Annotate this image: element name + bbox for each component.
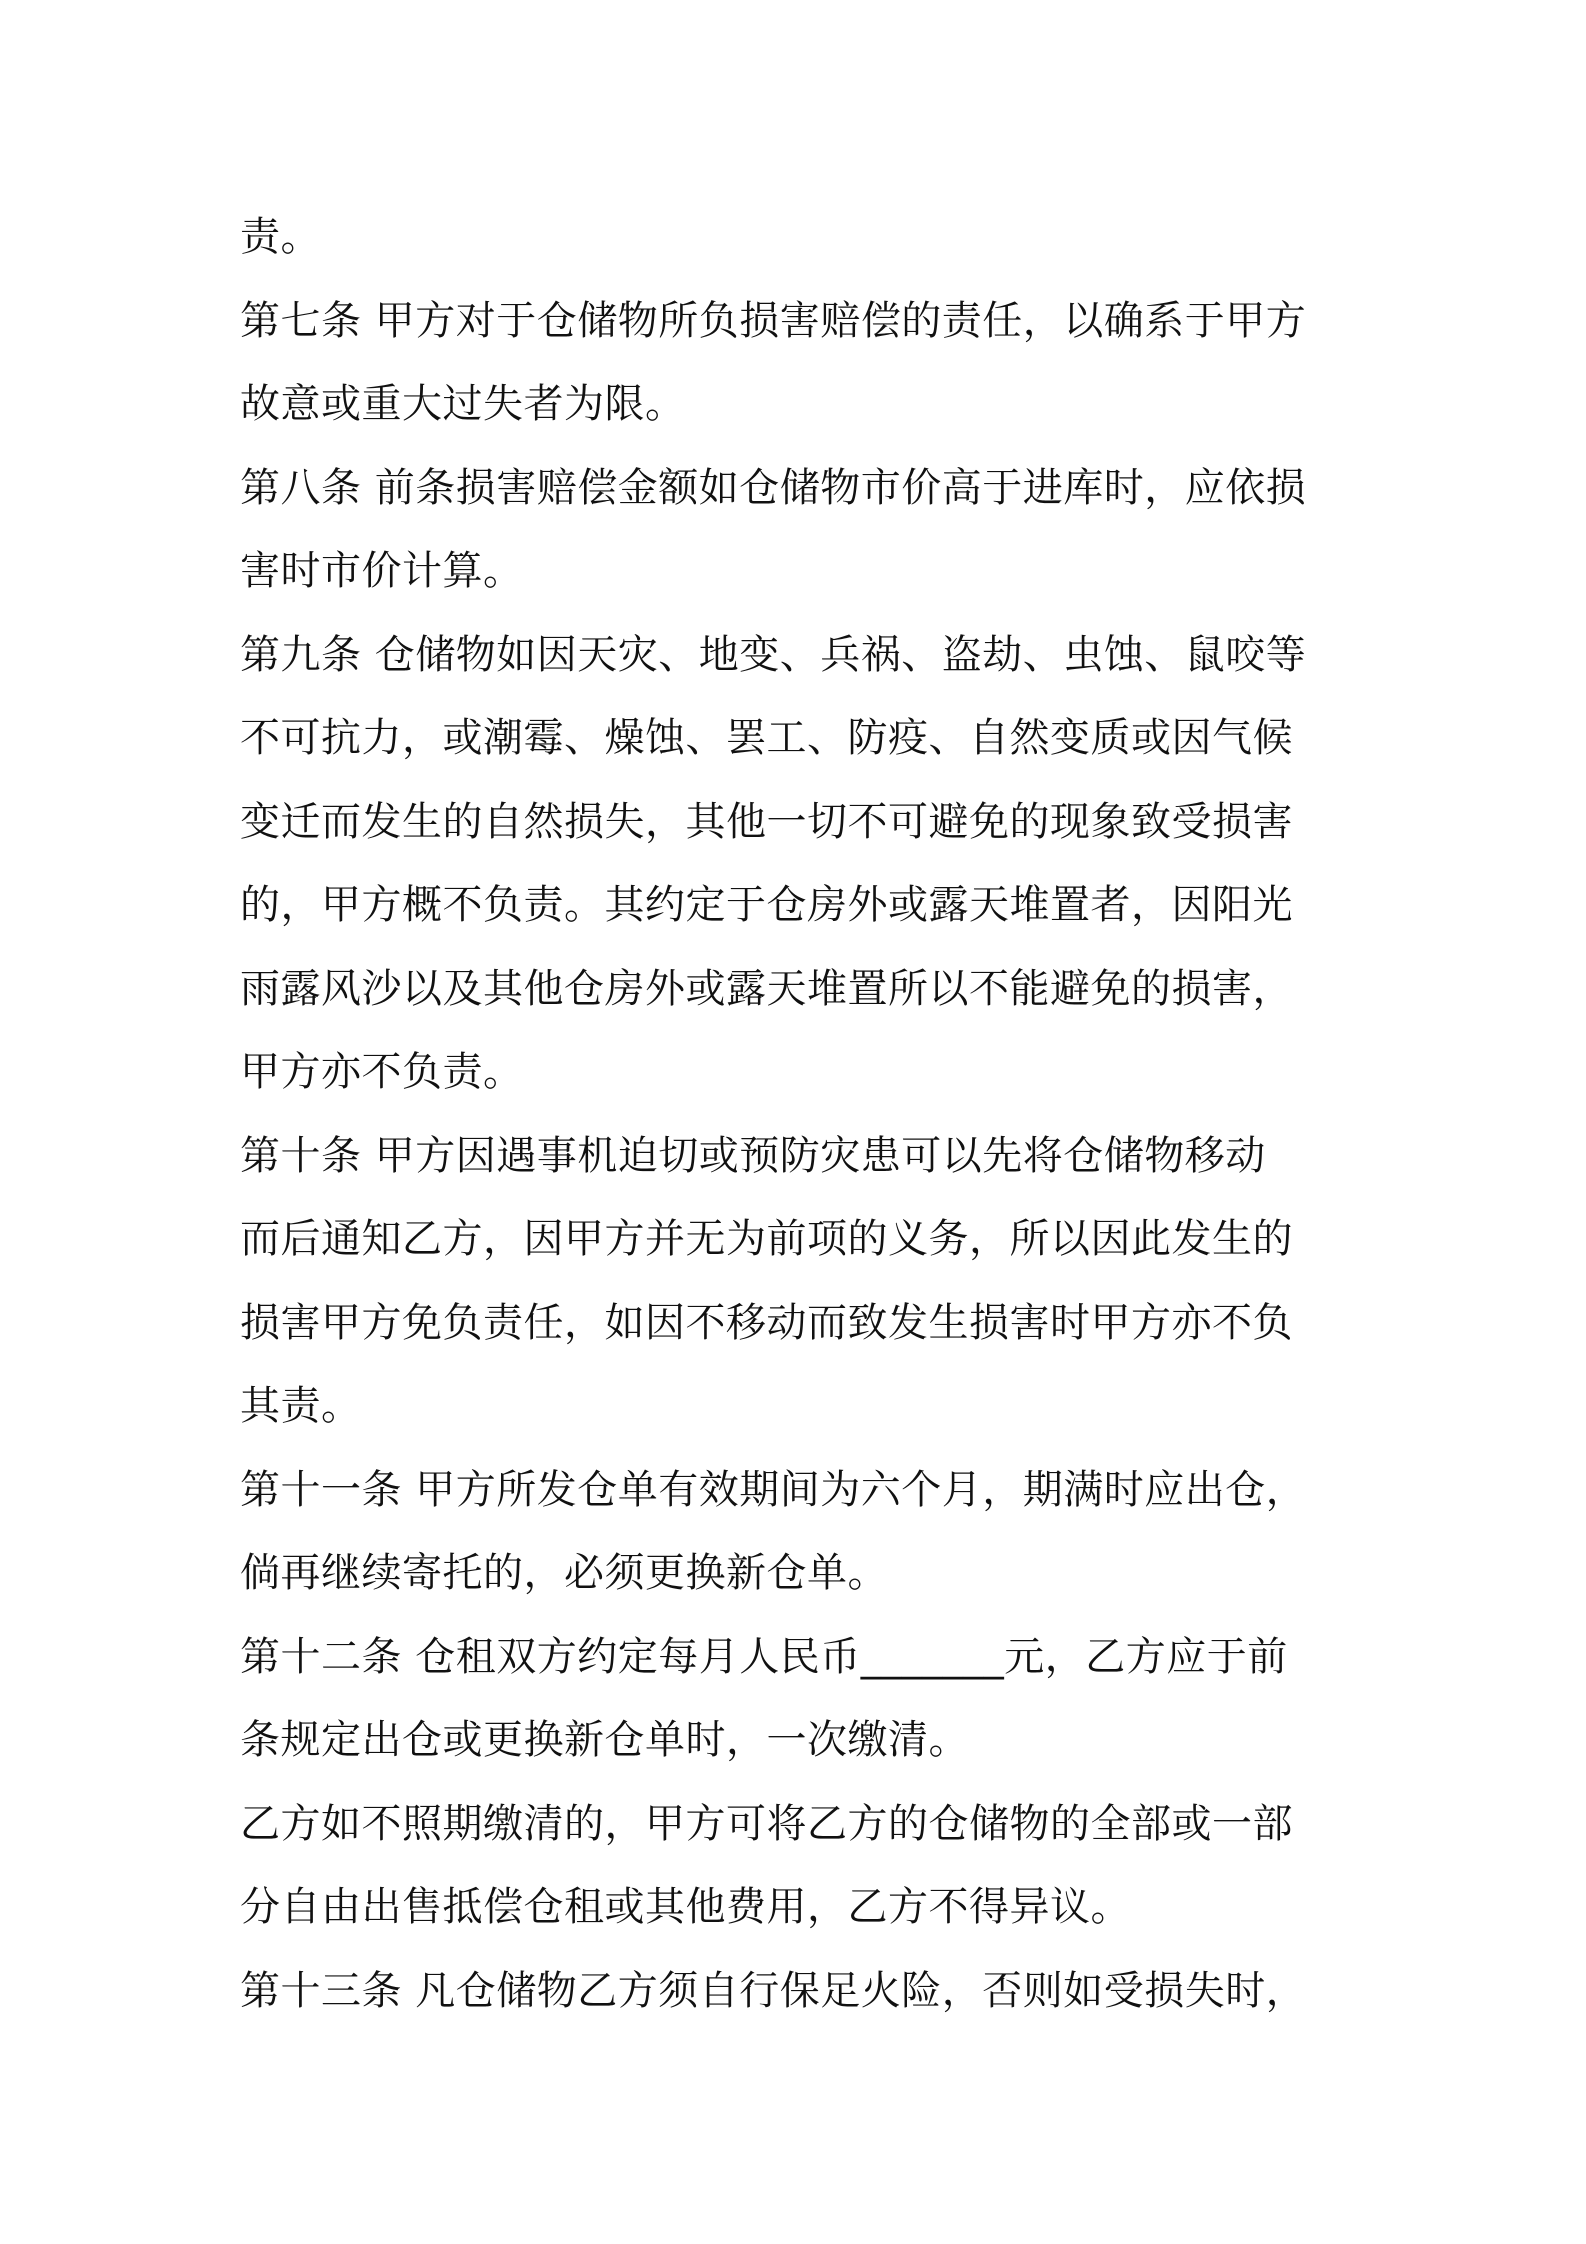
text-line: 甲方亦不负责。 xyxy=(240,1049,524,1095)
text-line: 第十三条 凡仓储物乙方须自行保足火险，否则如受损失时， xyxy=(240,1967,1307,2014)
text-line: 条规定出仓或更换新仓单时，一次缴清。 xyxy=(240,1717,969,1763)
text-line: 第七条 甲方对于仓储物所负损害赔偿的责任，以确系于甲方 xyxy=(240,297,1307,344)
text-line: 的，甲方概不负责。其约定于仓房外或露天堆置者，因阳光 xyxy=(240,882,1293,928)
text-line: 故意或重大过失者为限。 xyxy=(240,381,686,427)
contract-text xyxy=(240,196,1350,2033)
text-line: 损害甲方免负责任，如因不移动而致发生损害时甲方亦不负 xyxy=(240,1299,1293,1346)
text-line: 第八条 前条损害赔偿金额如仓储物市价高于进库时，应依损 xyxy=(240,464,1307,511)
text-line: 倘再继续寄托的，必须更换新仓单。 xyxy=(240,1550,888,1596)
text-line: 变迁而发生的自然损失，其他一切不可避免的现象致受损害 xyxy=(240,798,1293,845)
text-line: 第十二条 仓租双方约定每月人民币_______元，乙方应于前 xyxy=(240,1633,1288,1680)
text-line: 责。 xyxy=(240,214,321,260)
text-line: 不可抗力，或潮霉、燥蚀、罢工、防疫、自然变质或因气候 xyxy=(240,715,1293,761)
text-line: 而后通知乙方，因甲方并无为前项的义务，所以因此发生的 xyxy=(240,1216,1293,1262)
text-line: 分自由出售抵偿仓租或其他费用，乙方不得异议。 xyxy=(240,1884,1131,1930)
text-line: 其责。 xyxy=(240,1383,362,1429)
text-line: 第十条 甲方因遇事机迫切或预防灾患可以先将仓储物移动 xyxy=(240,1132,1266,1179)
text-line: 乙方如不照期缴清的，甲方可将乙方的仓储物的全部或一部 xyxy=(240,1800,1293,1847)
text-line: 第十一条 甲方所发仓单有效期间为六个月，期满时应出仓， xyxy=(240,1466,1307,1513)
text-line: 害时市价计算。 xyxy=(240,548,524,594)
text-line: 第九条 仓储物如因天灾、地变、兵祸、盗劫、虫蚀、鼠咬等 xyxy=(240,631,1307,678)
text-line: 雨露风沙以及其他仓房外或露天堆置所以不能避免的损害， xyxy=(240,965,1293,1012)
